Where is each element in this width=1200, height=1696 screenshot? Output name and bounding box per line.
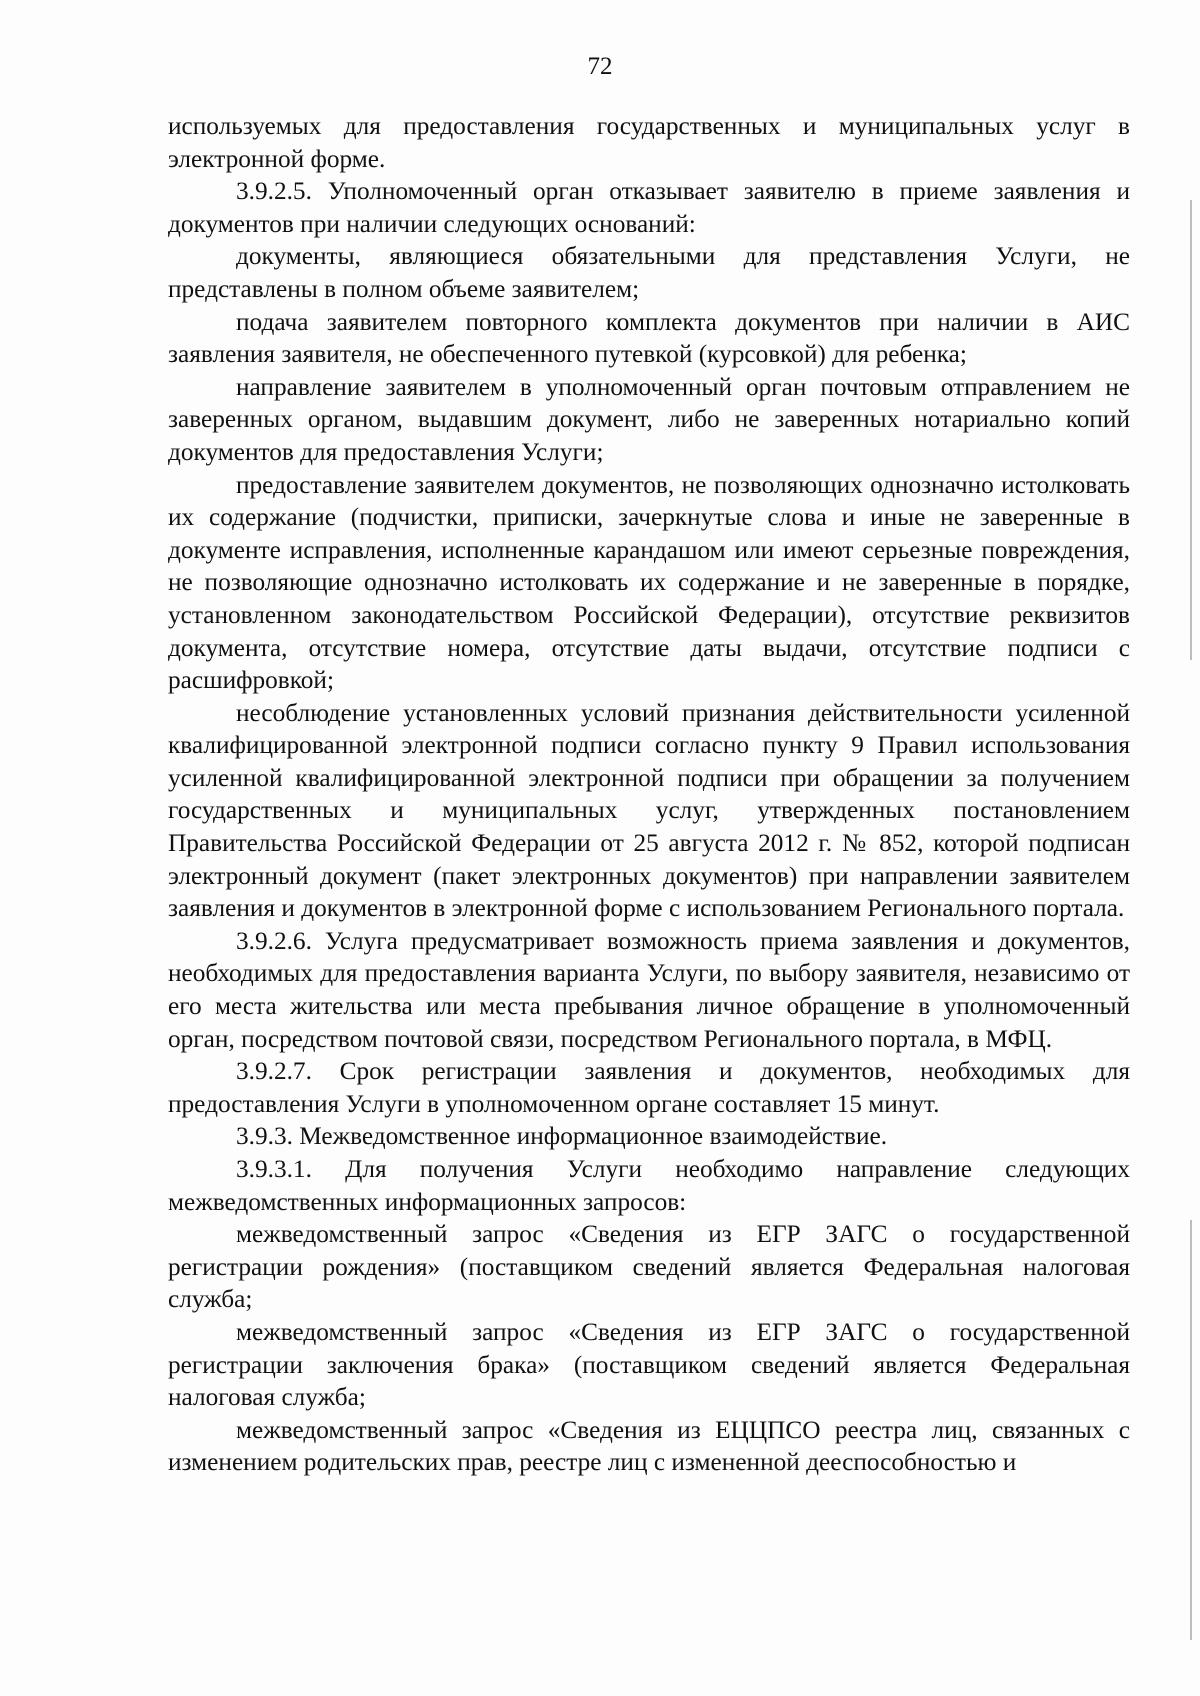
paragraph-3-9-2-6: 3.9.2.6. Услуга предусматривает возможность приема заявления и документов, необходимых для предоставления варианта Услуги, по выбору заявителя, независимо от его места жительства или места пребывания личное обращение в уполномоченный орган, посредством почтовой связи, посредством Регионального портала, в МФЦ. [168,926,1130,1053]
scan-edge-mark [1190,1220,1192,1640]
list-item-repeat-submission: подача заявителем повторного комплекта документов при наличии в АИС заявления заявителя, не обеспеченного путевкой (курсовкой) для ребенка; [168,307,1130,369]
paragraph-continuation: используемых для предоставления государственных и муниципальных услуг в электронной форме. [168,112,1130,173]
list-item-birth-request: межведомственный запрос «Сведения из ЕГР ЗАГС о государственной регистрации рождения» (поставщиком сведений является Федеральная налоговая служба; [168,1220,1130,1314]
paragraph-3-9-2-7: 3.9.2.7. Срок регистрации заявления и документов, необходимых для предоставления Услуги в уполномоченном органе составляет 15 минут. [168,1057,1130,1118]
paragraph-3-9-3: 3.9.3. Межведомственное информационное взаимодействие. [236,1122,888,1151]
page-number: 72 [587,53,613,80]
paragraph-3-9-3-1: 3.9.3.1. Для получения Услуги необходимо направление следующих межведомственных информационных запросов: [168,1155,1130,1216]
list-item-uncertified-copies: направление заявителем в уполномоченный орган почтовым отправлением не заверенных органом, выдавшим документ, либо не заверенных нотариально копий документов для предоставления Услуги; [168,372,1130,466]
list-item-marriage-request: межведомственный запрос «Сведения из ЕГР ЗАГС о государственной регистрации заключения брака» (поставщиком сведений является Федеральная налоговая служба; [168,1317,1130,1412]
document-body [168,110,1130,1479]
list-item-documents-incomplete: документы, являющиеся обязательными для представления Услуги, не представлены в полном объеме заявителем; [168,242,1130,303]
list-item-signature-invalid: несоблюдение установленных условий признания действительности усиленной квалифицированной электронной подписи согласно пункту 9 Правил использования усиленной квалифицированной электронной подписи при обращении за получением государственных и муниципальных услуг, утвержденных постановлением Правительства Российской Федерации от 25 августа 2012 г. № 852, которой подписан электронный документ (пакет электронных документов) при направлении заявителем заявления и документов в электронной форме с использованием Регионального портала. [168,698,1130,923]
paragraph-3-9-2-5: 3.9.2.5. Уполномоченный орган отказывает заявителю в приеме заявления и документов при наличии следующих оснований: [168,177,1130,238]
scan-edge-mark [1190,200,1192,660]
list-item-ambiguous-documents: предоставление заявителем документов, не позволяющих однозначно истолковать их содержание (подчистки, приписки, зачеркнутые слова и иные не заверенные в документе исправления, исполненные карандашом или имеют серьезные повреждения, не позволяющие однозначно истолковать их содержание и не заверенные в порядке, установленном законодательством Российской Федерации), отсутствие реквизитов документа, отсутствие номера, отсутствие даты выдачи, отсутствие подписи с расшифровкой; [168,470,1130,695]
list-item-parental-rights-request: межведомственный запрос «Сведения из ЕЦЦПСО реестра лиц, связанных с изменением родительских прав, реестре лиц с измененной дееспособностью и [168,1415,1130,1477]
